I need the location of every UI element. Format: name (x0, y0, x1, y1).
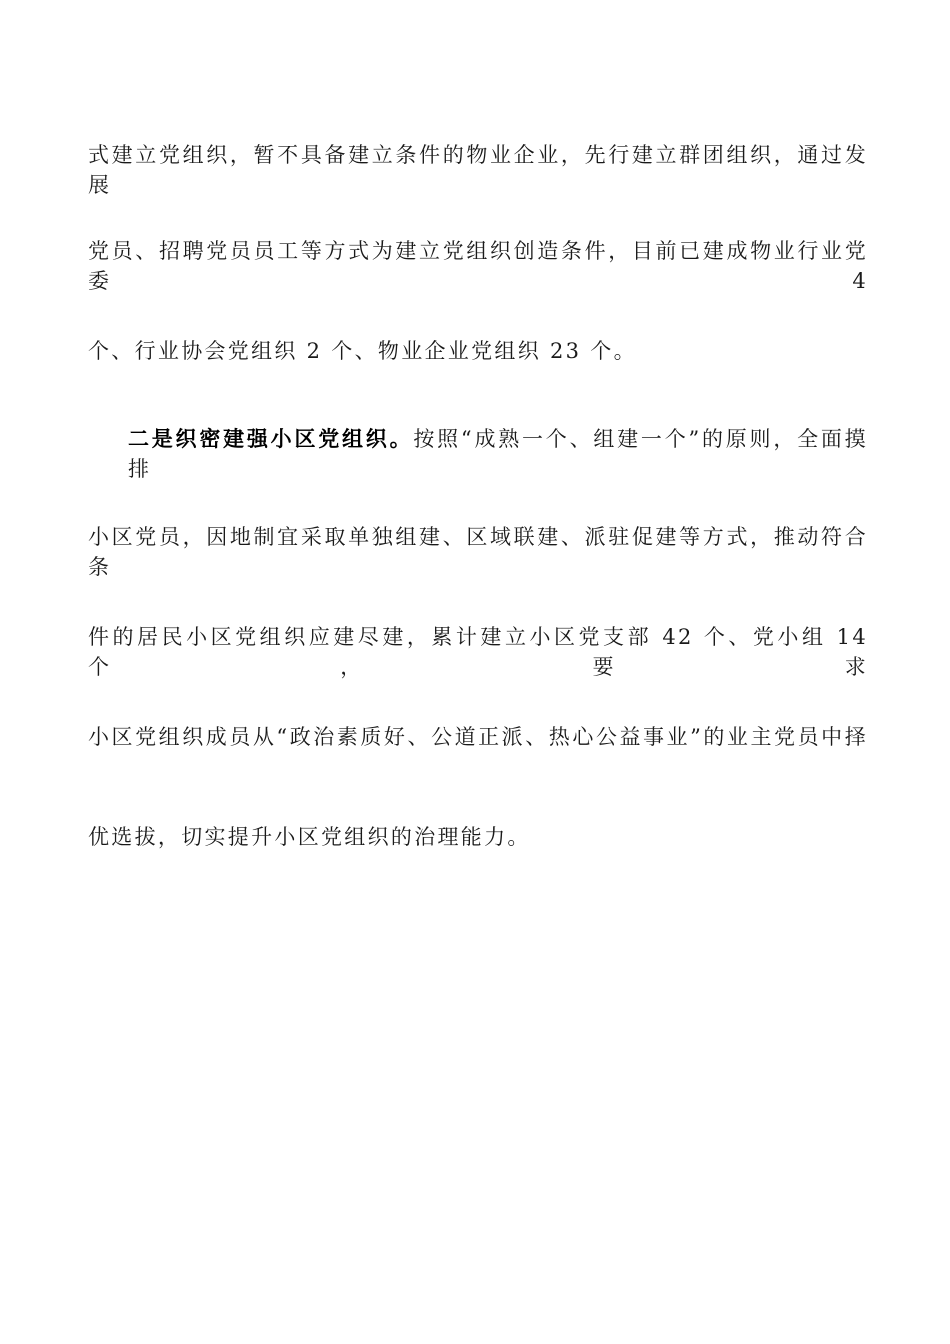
paragraph-2-line-2: 小区党员，因地制宜采取单独组建、区域联建、派驻促建等方式，推动符合条 (88, 525, 868, 579)
paragraph-1-line-1: 式建立党组织，暂不具备建立条件的物业企业，先行建立群团组织，通过发展 (88, 143, 868, 197)
paragraph-2-line-1-text: 按照“成熟一个、组建一个”的原则，全面摸排 (128, 427, 868, 481)
paragraph-2-line-4: 小区党组织成员从“政治素质好、公道正派、热心公益事业”的业主党员中择 (88, 725, 868, 749)
paragraph-2-line-5: 优选拔，切实提升小区党组织的治理能力。 (88, 825, 531, 849)
paragraph-2-heading: 二是织密建强小区党组织。 (128, 426, 414, 451)
paragraph-1-line-3: 个、行业协会党组织 2 个、物业企业党组织 23 个。 (88, 339, 637, 363)
paragraph-1-line-2: 党员、招聘党员员工等方式为建立党组织创造条件，目前已建成物业行业党委 4 (88, 239, 868, 293)
paragraph-2-line-1 (128, 424, 868, 484)
paragraph-2-line-3: 件的居民小区党组织应建尽建，累计建立小区党支部 42 个、党小组 14 个，要求 (88, 625, 868, 679)
